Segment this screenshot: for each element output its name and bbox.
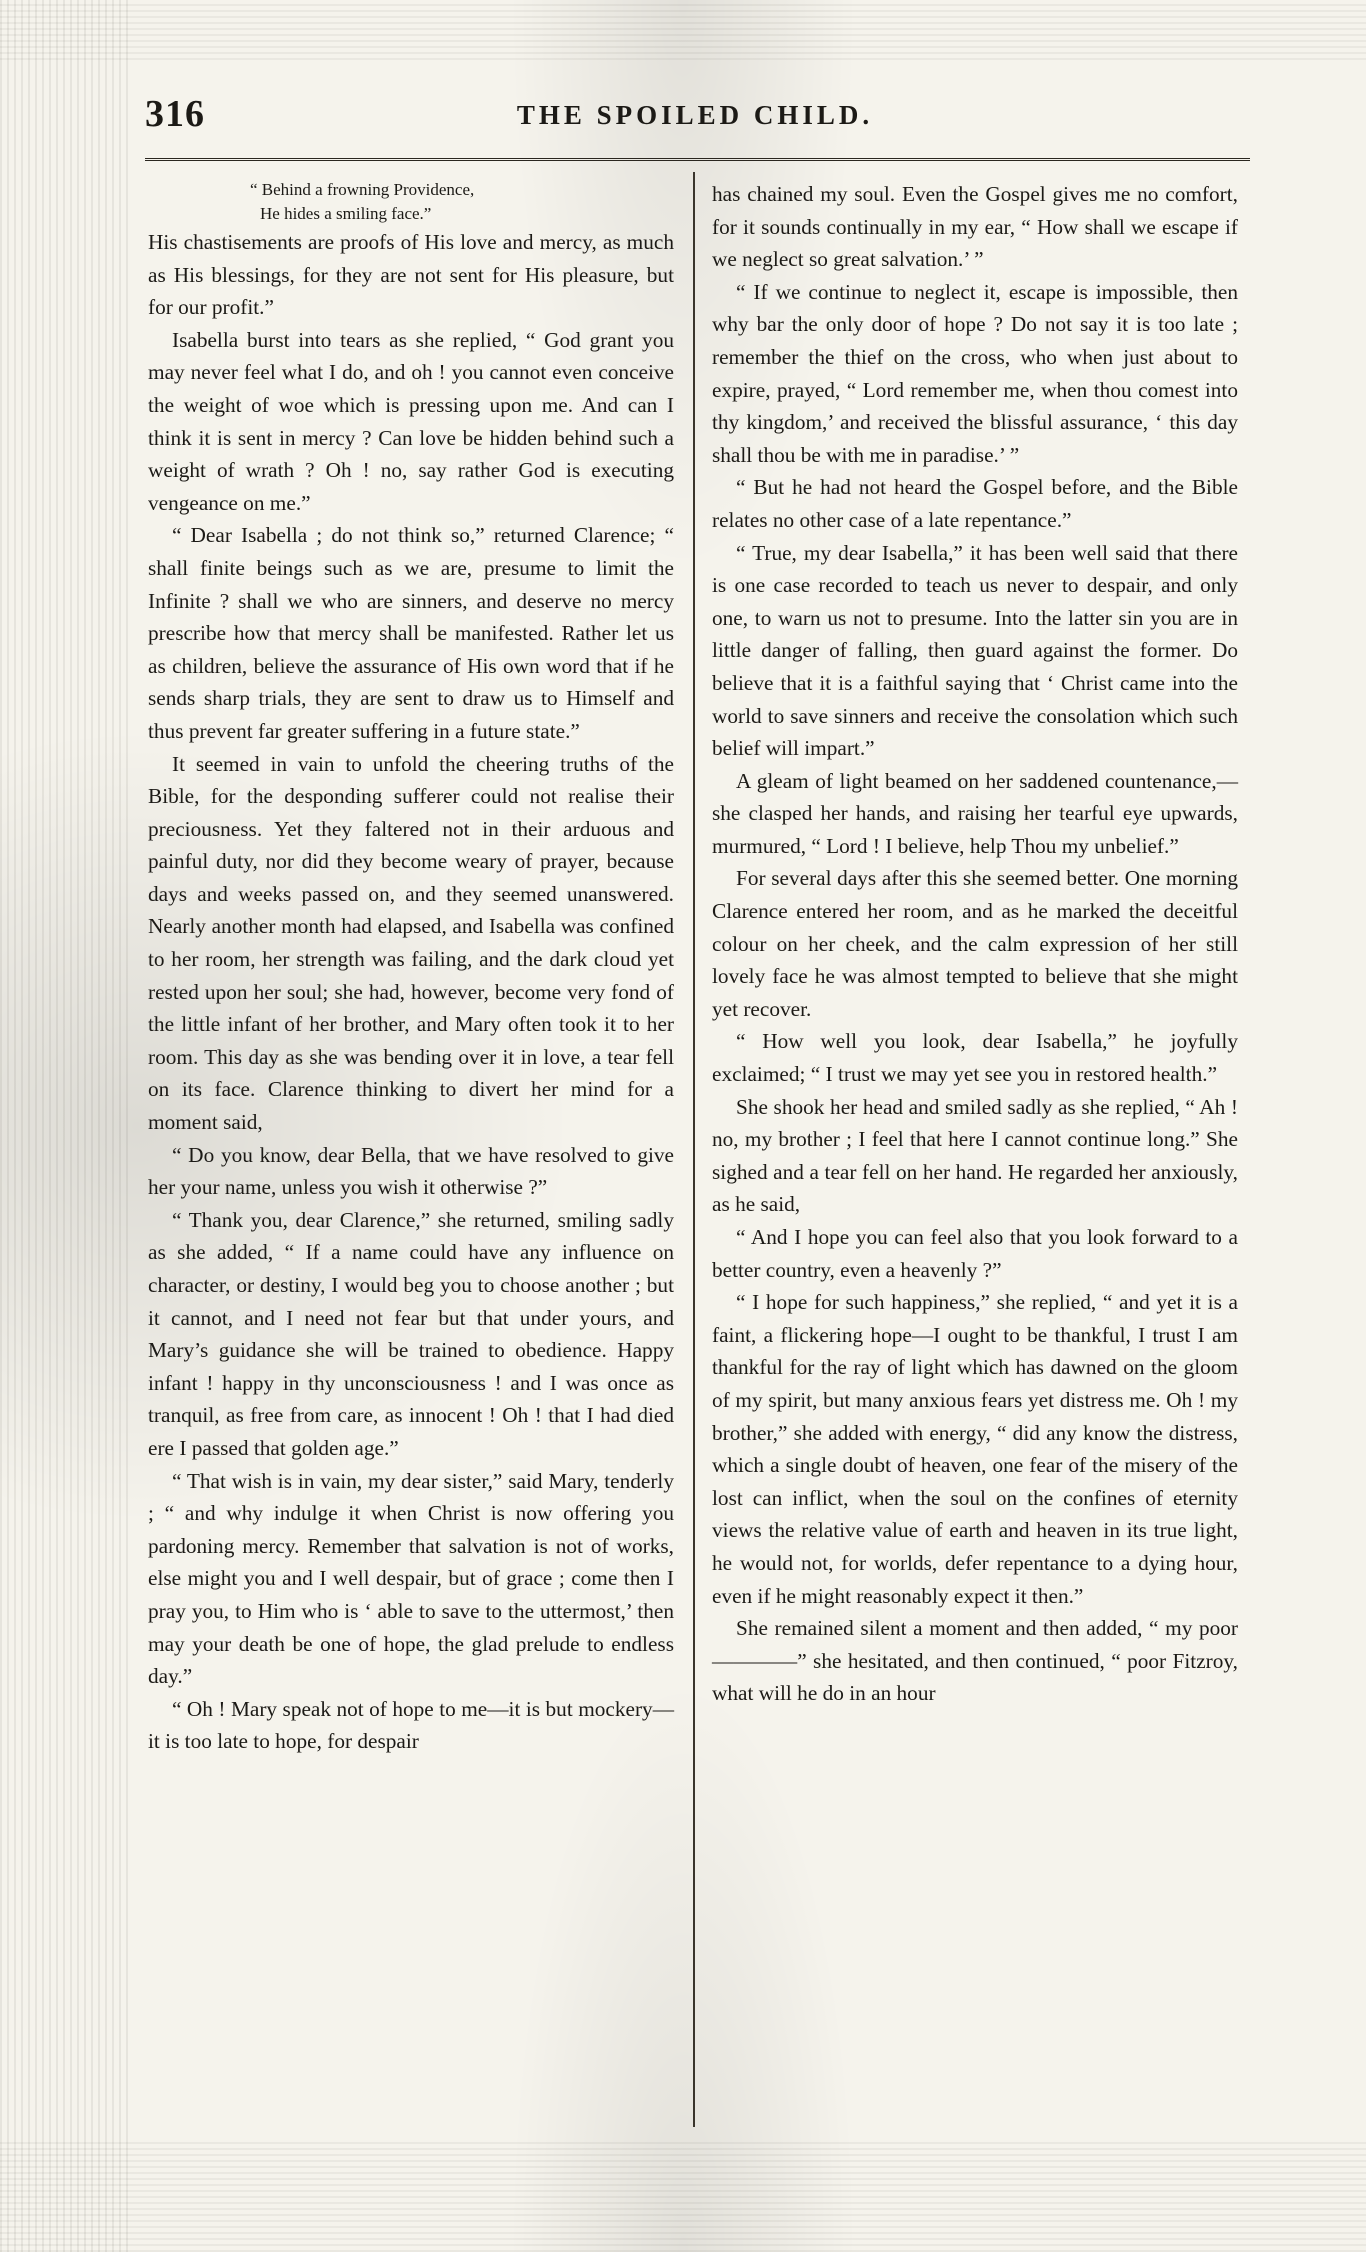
- scan-edge-bottom: [0, 2140, 1366, 2252]
- paragraph: “ But he had not heard the Gospel before, and the Bible relates no other case of a late repentance.”: [712, 475, 1238, 532]
- paragraph: “ And I hope you can feel also that you look forward to a better country, even a heavenly ?”: [712, 1225, 1238, 1282]
- paragraph: “ I hope for such happiness,” she replied, “ and yet it is a faint, a flickering hope—I ought to be thankful, I trust I am thankful for the ray of light which has dawned on the gloom of my spirit, but many anxious fears yet distress me. Oh ! my brother,” she added with energy, “ did any know the distress, which a single doubt of heaven, one fear of the misery of the lost can inflict, when the soul on the confines of eternity views the relative value of earth and heaven in its true light, he would not, for worlds, defer repentance to a dying hour, even if he might reasonably expect it then.”: [712, 1290, 1238, 1608]
- verse-line: “ Behind a frowning Providence,: [250, 180, 475, 199]
- column-divider: [693, 172, 695, 2127]
- paragraph: “ How well you look, dear Isabella,” he joyfully exclaimed; “ I trust we may yet see you in restored health.”: [712, 1029, 1238, 1087]
- paragraph: Isabella burst into tears as she replied, “ God grant you may never feel what I do, and oh ! you cannot even conceive the weight of woe which is pressing upon me. And can I think it is sent in mercy ? Can love be hidden behind such a weight of wrath ? Oh ! no, say rather God is executing vengeance on me.”: [148, 327, 674, 515]
- paragraph: His chastisements are proofs of His love and mercy, as much as His blessings, for they are not sent for His pleasure, but for our profit.”: [148, 230, 674, 320]
- paragraph: It seemed in vain to unfold the cheering truths of the Bible, for the desponding sufferer could not realise their preciousness. Yet they faltered not in their arduous and painful duty, nor did they become weary of prayer, because days and weeks passed on, and they seemed unanswered. Nearly another month had elapsed, and Isabella was confined to her room, her strength was failing, and the dark cloud yet rested upon her soul; she had, however, become very fond of the little infant of her brother, and Mary often took it to her room. This day as she was bending over it in love, a tear fell on its face. Clarence thinking to divert her mind for a moment said,: [148, 751, 674, 1135]
- paragraph: For several days after this she seemed better. One morning Clarence entered her room, and as he marked the deceitful colour on her cheek, and the calm expression of her still lovely face he was almost tempted to believe that she might yet recover.: [712, 866, 1238, 1021]
- paragraph: has chained my soul. Even the Gospel gives me no comfort, for it sounds continually in my ear, “ How shall we escape if we neglect so great salvation.’ ”: [712, 182, 1238, 272]
- paragraph: “ Do you know, dear Bella, that we have resolved to give her your name, unless you wish it otherwise ?”: [148, 1142, 674, 1200]
- page-header: [145, 92, 1245, 142]
- paragraph: “ Thank you, dear Clarence,” she returned, smiling sadly as she added, “ If a name could have any influence on character, or destiny, I would beg you to choose another ; but it cannot, and I need not fear but that under yours, and Mary’s guidance she will be trained to obedience. Happy infant ! happy in thy unconsciousness ! and I was once as tranquil, as free from care, as innocent ! Oh ! that I had died ere I passed that golden age.”: [148, 1207, 674, 1460]
- running-title: THE SPOILED CHILD.: [516, 100, 874, 130]
- paragraph: A gleam of light beamed on her saddened countenance,—she clasped her hands, and raising her tearful eye upwards, murmured, “ Lord ! I believe, help Thou my unbelief.”: [712, 768, 1238, 858]
- paragraph: “ That wish is in vain, my dear sister,” said Mary, tenderly ; “ and why indulge it when Christ is now offering you pardoning mercy. Remember that salvation is not of works, else might you and I well despair, but of grace ; come then I pray you, to Him who is ‘ able to save to the uttermost,’ then may your death be one of hope, the glad prelude to endless day.”: [148, 1468, 674, 1689]
- right-column: [712, 178, 1238, 1710]
- header-rule: [145, 158, 1250, 161]
- left-column: [148, 178, 674, 1758]
- paragraph: “ Dear Isabella ; do not think so,” returned Clarence; “ shall finite beings such as we are, presume to limit the Infinite ? shall we who are sinners, and deserve no mercy prescribe how that mercy shall be manifested. Rather let us as children, believe the assurance of His own word that if he sends sharp trials, they are sent to draw us to Himself and thus prevent far greater suffering in a future state.”: [148, 523, 674, 743]
- paragraph: She remained silent a moment and then added, “ my poor ————” she hesitated, and then continued, “ poor Fitzroy, what will he do in an hour: [712, 1616, 1238, 1706]
- verse-quote: [148, 178, 674, 226]
- paragraph: “ True, my dear Isabella,” it has been well said that there is one case recorded to teach us never to despair, and only one, to warn us not to presume. Into the latter sin you are in little danger of falling, then guard against the former. Do believe that it is a faithful saying that ‘ Christ came into the world to save sinners and receive the consolation which such belief will impart.”: [712, 540, 1238, 761]
- paragraph: “ If we continue to neglect it, escape is impossible, then why bar the only door of hope ? Do not say it is too late ; remember the thief on the cross, who when just about to expire, prayed, “ Lord remember me, when thou comest into thy kingdom,’ and received the blissful assurance, ‘ this day shall thou be with me in paradise.’ ”: [712, 279, 1238, 467]
- page-number: 316: [145, 93, 205, 135]
- paragraph: “ Oh ! Mary speak not of hope to me—it is but mockery—it is too late to hope, for despair: [148, 1696, 674, 1754]
- scan-edge-top: [0, 0, 1366, 60]
- paragraph: She shook her head and smiled sadly as she replied, “ Ah ! no, my brother ; I feel that here I cannot continue long.” She sighed and a tear fell on her hand. He regarded her anxiously, as he said,: [712, 1094, 1238, 1217]
- scan-edge-left: [0, 0, 130, 2252]
- verse-line: He hides a smiling face.”: [260, 204, 432, 223]
